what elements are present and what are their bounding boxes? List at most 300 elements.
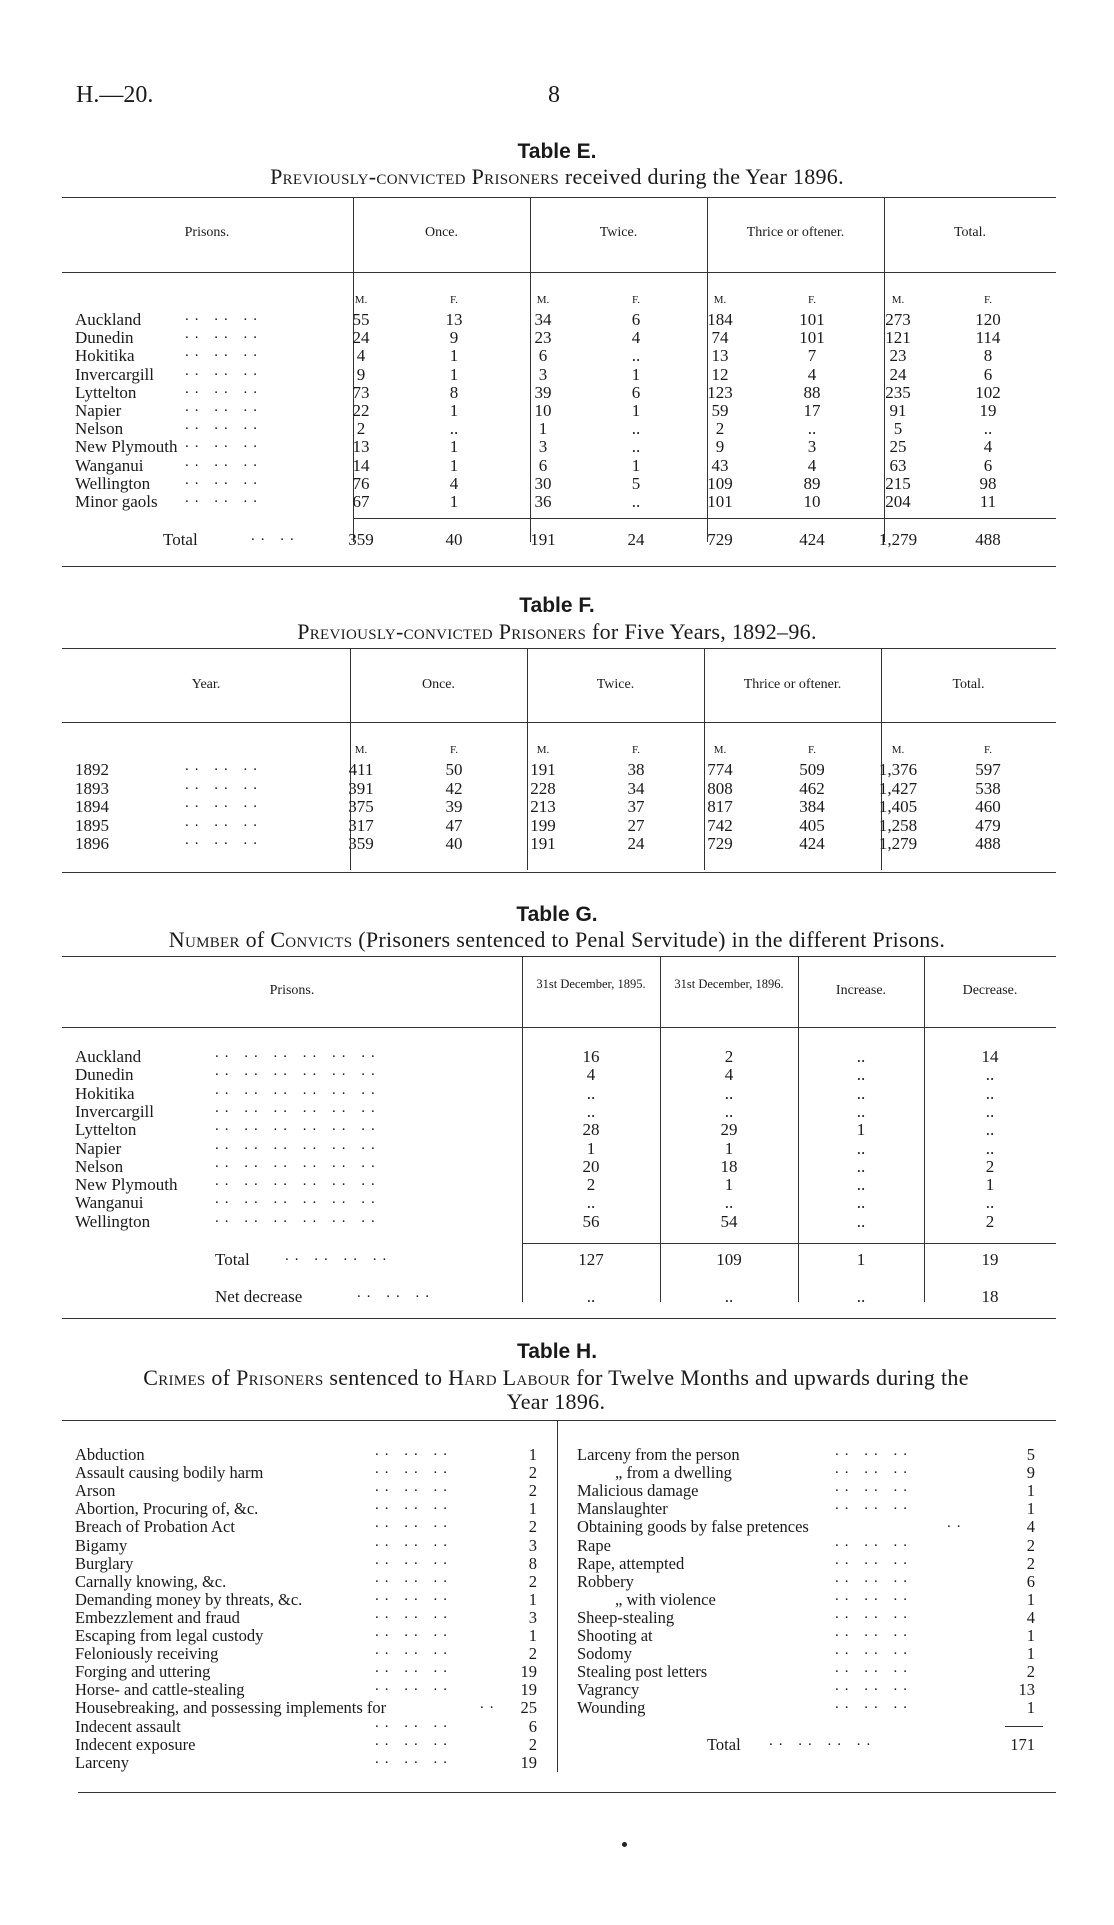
crime-name: Breach of Probation Act <box>75 1517 235 1537</box>
cell-value: 43 <box>711 455 729 475</box>
cell-value: 17 <box>803 401 821 420</box>
col-head-prisons: Prisons. <box>184 225 230 240</box>
leader-dots: .. .. .. .. .. .. <box>215 1099 381 1116</box>
cell-value: 6 <box>538 455 548 475</box>
leader-dots: .. <box>947 1515 967 1532</box>
col-head-year: Year. <box>191 677 221 692</box>
cell-value: 6 <box>983 455 993 475</box>
title-part: (Prisoners sentenced to Penal Servitude) in the different Prisons. <box>352 927 946 952</box>
cell-value: 28 <box>582 1120 600 1140</box>
cell-value: .. <box>856 1047 866 1066</box>
crime-count: 19 <box>520 1752 537 1772</box>
cell-value: 204 <box>885 492 911 511</box>
leader-dots: .. .. .. <box>375 1587 453 1604</box>
cell-value: 359 <box>348 834 374 854</box>
cell-value: 1 <box>724 1175 734 1195</box>
cell-value: 488 <box>975 834 1001 854</box>
leader-dots: .. .. .. <box>185 417 263 434</box>
cell-value: 123 <box>707 382 733 402</box>
cell-value: 3 <box>807 437 817 457</box>
cell-value: 30 <box>534 473 552 493</box>
title-part: Year 1896. <box>506 1389 606 1414</box>
leader-dots: .. .. .. <box>835 1660 913 1677</box>
col-head-thrice: Thrice or oftener. <box>746 225 845 240</box>
cell-value: .. <box>856 1101 866 1121</box>
crime-row <box>577 1463 1047 1481</box>
cell-value: 18 <box>720 1156 738 1176</box>
crime-count: 1 <box>1026 1499 1035 1519</box>
cell-value: 1 <box>631 455 641 475</box>
leader-dots: .. .. .. <box>835 1569 913 1586</box>
crime-name: Shooting at <box>577 1626 653 1645</box>
crime-row <box>75 1626 550 1644</box>
cell-value: 9 <box>715 437 725 457</box>
crime-row <box>75 1732 550 1754</box>
leader-dots: .. .. .. <box>375 1732 453 1749</box>
crime-count: 1 <box>1026 1626 1035 1645</box>
row-label: Invercargill <box>75 1101 154 1121</box>
row-label: Invercargill <box>75 364 154 384</box>
crime-row <box>75 1517 550 1535</box>
leader-dots: .. .. .. <box>375 1605 453 1622</box>
leader-dots: .. .. .. <box>835 1696 913 1713</box>
leader-dots: .. .. .. .. .. .. <box>215 1118 381 1135</box>
crime-name: Demanding money by threats, &c. <box>75 1589 303 1609</box>
leader-dots: .. .. .. <box>185 776 263 793</box>
crime-count: 6 <box>1026 1571 1035 1591</box>
crime-name: Indecent exposure <box>75 1734 196 1754</box>
leader-dots: .. .. .. <box>375 1479 453 1496</box>
title-part: Prisoners <box>471 164 560 189</box>
total-value: 109 <box>716 1250 742 1269</box>
leader-dots: .. .. .. .. .. .. <box>215 1136 381 1153</box>
cell-value: 27 <box>627 815 645 835</box>
total-count: 171 <box>1010 1735 1035 1754</box>
cell-value: 462 <box>799 778 825 798</box>
total-value: 1 <box>856 1250 866 1269</box>
leader-dots: .. .. .. .. <box>285 1248 393 1264</box>
cell-value: 317 <box>348 815 374 835</box>
crime-row <box>577 1605 1047 1627</box>
cell-value: 74 <box>711 328 729 348</box>
female-col-label: F. <box>632 294 640 306</box>
crime-name: Sodomy <box>577 1644 633 1664</box>
crime-count: 3 <box>528 1607 537 1627</box>
net-decrease-value: 18 <box>981 1287 999 1306</box>
crime-count: 1 <box>528 1499 537 1519</box>
total-value: 488 <box>975 530 1001 549</box>
crime-count: 4 <box>1026 1607 1035 1627</box>
crime-count: 2 <box>1026 1535 1035 1555</box>
title-part: Prisoners <box>236 1365 324 1390</box>
row-label: 1896 <box>75 834 109 854</box>
cell-value: 199 <box>530 815 556 835</box>
cell-value: 597 <box>975 760 1001 779</box>
crime-row <box>577 1569 1047 1591</box>
cell-value: 4 <box>356 346 366 366</box>
crime-row <box>75 1569 550 1591</box>
row-label: Minor gaols <box>75 492 158 511</box>
leader-dots: .. .. <box>251 528 300 544</box>
row-label: New Plymouth <box>75 437 178 457</box>
title-part: Previously-convicted <box>270 164 472 189</box>
cell-value: .. <box>807 419 817 439</box>
cell-value: 4 <box>724 1065 734 1085</box>
cell-value: .. <box>856 1083 866 1103</box>
leader-dots: .. .. .. <box>375 1750 453 1767</box>
col-head-prisons: Prisons. <box>269 983 315 998</box>
cell-value: 13 <box>445 310 463 329</box>
crime-name: Wounding <box>577 1698 646 1718</box>
crime-count: 4 <box>1026 1517 1035 1537</box>
cell-value: .. <box>449 419 459 439</box>
cell-value: 8 <box>983 346 993 366</box>
cell-value: 37 <box>627 797 645 817</box>
crime-name: Rape <box>577 1535 611 1555</box>
crime-count: 1 <box>1026 1644 1035 1664</box>
total-value: 19 <box>981 1250 999 1269</box>
cell-value: 2 <box>724 1047 734 1066</box>
cell-value: 36 <box>534 492 552 511</box>
col-head-increase: Increase. <box>835 983 887 998</box>
cell-value: 14 <box>352 455 370 475</box>
cell-value: 411 <box>348 760 374 779</box>
crime-count: 2 <box>1026 1553 1035 1573</box>
cell-value: 13 <box>352 437 370 457</box>
cell-value: 273 <box>885 310 911 329</box>
leader-dots: .. .. .. <box>185 471 263 488</box>
crime-row <box>75 1481 550 1499</box>
cell-value: .. <box>586 1101 596 1121</box>
cell-value: 2 <box>586 1175 596 1195</box>
leader-dots: .. .. .. <box>375 1678 453 1695</box>
cell-value: 40 <box>445 834 463 854</box>
crime-name: Burglary <box>75 1553 134 1573</box>
title-part: received during the Year 1896. <box>559 164 844 189</box>
crime-row <box>75 1750 550 1772</box>
cell-value: 29 <box>720 1120 738 1140</box>
male-col-label: M. <box>536 294 550 306</box>
crime-row <box>75 1463 550 1481</box>
leader-dots: .. .. .. <box>185 344 263 361</box>
col-head-decrease: Decrease. <box>962 983 1018 998</box>
col-head-once: Once. <box>421 677 456 692</box>
leader-dots: .. .. .. <box>835 1678 913 1695</box>
crime-row <box>577 1533 1047 1555</box>
row-label: Hokitika <box>75 1083 135 1103</box>
row-label: Wanganui <box>75 1193 144 1213</box>
cell-value: 1 <box>985 1175 995 1195</box>
cell-value: .. <box>724 1101 734 1121</box>
cell-value: 47 <box>445 815 463 835</box>
crime-name: Assault causing bodily harm <box>75 1463 264 1483</box>
row-label: 1895 <box>75 815 109 835</box>
male-col-label: M. <box>713 294 727 306</box>
cell-value: 4 <box>631 328 641 348</box>
leader-dots: .. .. .. <box>835 1587 913 1604</box>
crime-name: Larceny from the person <box>577 1445 740 1464</box>
crime-row <box>75 1551 550 1573</box>
cell-value: .. <box>856 1193 866 1213</box>
cell-value: 13 <box>711 346 729 366</box>
leader-dots: .. .. .. <box>185 490 263 506</box>
crime-row <box>577 1626 1047 1644</box>
leader-dots: .. .. .. <box>375 1714 453 1731</box>
crime-row <box>577 1644 1047 1662</box>
cell-value: 73 <box>352 382 370 402</box>
cell-value: 2 <box>715 419 725 439</box>
title-part: Prisoners <box>498 619 587 644</box>
cell-value: 4 <box>586 1065 596 1085</box>
total-value: 1,279 <box>878 530 918 549</box>
leader-dots: .. .. .. <box>185 758 263 774</box>
cell-value: 191 <box>530 834 556 854</box>
crime-name: Vagrancy <box>577 1680 640 1700</box>
page-header-ref: H.—20. <box>76 82 154 108</box>
cell-value: 5 <box>631 473 641 493</box>
cell-value: 39 <box>534 382 552 402</box>
title-part: Number <box>168 927 240 952</box>
female-col-label: F. <box>450 294 458 306</box>
crime-count: 2 <box>1026 1662 1035 1682</box>
cell-value: 9 <box>356 364 366 384</box>
cell-value: 2 <box>985 1211 995 1231</box>
cell-value: 89 <box>803 473 821 493</box>
crime-row <box>75 1605 550 1627</box>
crime-count: 1 <box>1026 1589 1035 1609</box>
leader-dots: .. .. .. .. .. .. <box>215 1209 381 1226</box>
cell-value: .. <box>985 1083 995 1103</box>
crime-count: 2 <box>528 1571 537 1591</box>
cell-value: 101 <box>799 328 825 348</box>
leader-dots: .. .. .. .. .. .. <box>215 1154 381 1171</box>
cell-value: 101 <box>707 492 733 511</box>
crime-count: 2 <box>528 1463 537 1483</box>
row-label: Nelson <box>75 419 124 439</box>
row-label: New Plymouth <box>75 1175 178 1195</box>
cell-value: 42 <box>445 778 463 798</box>
total-value: 729 <box>707 530 733 549</box>
col-head-total: Total. <box>952 677 985 692</box>
cell-value: 59 <box>711 401 729 420</box>
crime-row <box>577 1551 1047 1573</box>
table-e-label: Table E. <box>517 140 597 163</box>
total-label: Total <box>215 1250 250 1269</box>
cell-value: 88 <box>803 382 821 402</box>
crime-row <box>577 1499 1047 1517</box>
page-number: 8 <box>548 82 560 108</box>
cell-value: .. <box>985 1101 995 1121</box>
leader-dots: .. .. .. <box>185 362 263 379</box>
leader-dots: .. .. .. <box>835 1479 913 1496</box>
row-label: 1892 <box>75 760 109 779</box>
female-col-label: F. <box>632 744 640 756</box>
cell-value: 3 <box>538 437 548 457</box>
row-label: Wellington <box>75 1211 151 1231</box>
cell-value: 12 <box>711 364 729 384</box>
leader-dots: .. .. .. <box>185 832 263 849</box>
cell-value: 34 <box>627 778 645 798</box>
total-label: Total <box>163 530 198 549</box>
male-col-label: M. <box>891 294 905 306</box>
crime-count: 5 <box>1026 1445 1035 1464</box>
cell-value: 4 <box>449 473 459 493</box>
crime-row <box>75 1499 550 1517</box>
col-head-thrice: Thrice or oftener. <box>743 677 842 692</box>
leader-dots: .. .. .. <box>375 1515 453 1532</box>
crime-row <box>577 1481 1047 1499</box>
female-col-label: F. <box>450 744 458 756</box>
row-label: Wellington <box>75 473 151 493</box>
cell-value: 22 <box>352 401 370 420</box>
row-label: 1894 <box>75 797 109 817</box>
cell-value: 7 <box>807 346 817 366</box>
crime-count: 1 <box>528 1626 537 1645</box>
cell-value: 228 <box>530 778 556 798</box>
leader-dots: .. .. .. <box>375 1461 453 1478</box>
crime-row <box>75 1680 550 1698</box>
leader-dots: .. .. .. <box>185 435 263 452</box>
cell-value: .. <box>983 419 993 439</box>
cell-value: 215 <box>885 473 911 493</box>
cell-value: 1 <box>631 401 641 420</box>
crime-count: 8 <box>528 1553 537 1573</box>
cell-value: 538 <box>975 778 1001 798</box>
crime-row <box>75 1714 550 1736</box>
cell-value: .. <box>724 1193 734 1213</box>
cell-value: 109 <box>707 473 733 493</box>
title-part: of <box>239 927 271 952</box>
crime-count: 3 <box>528 1535 537 1555</box>
cell-value: 55 <box>352 310 370 329</box>
leader-dots: .. .. .. <box>375 1443 453 1459</box>
crime-row <box>75 1445 550 1463</box>
cell-value: .. <box>856 1175 866 1195</box>
row-label: Hokitika <box>75 346 135 366</box>
cell-value: 6 <box>631 310 641 329</box>
crime-name: Obtaining goods by false pretences <box>577 1517 809 1537</box>
crime-name: Abduction <box>75 1445 145 1464</box>
col-head-1895: 31st December, 1895. <box>536 977 646 991</box>
male-col-label: M. <box>713 744 727 756</box>
crime-name: Abortion, Procuring of, &c. <box>75 1499 259 1519</box>
cell-value: 1,279 <box>878 834 918 854</box>
title-part: Labour <box>502 1365 571 1390</box>
col-head-twice: Twice. <box>596 677 635 692</box>
cell-value: 24 <box>889 364 907 384</box>
crime-name: „ from a dwelling <box>615 1463 732 1483</box>
crime-name: Malicious damage <box>577 1481 699 1501</box>
crime-row <box>75 1662 550 1680</box>
cell-value: .. <box>856 1211 866 1231</box>
crime-name: Stealing post letters <box>577 1662 708 1682</box>
total-value: 359 <box>348 530 374 549</box>
cell-value: 19 <box>979 401 997 420</box>
male-col-label: M. <box>536 744 550 756</box>
cell-value: 1 <box>449 364 459 384</box>
crime-count: 19 <box>520 1662 537 1682</box>
cell-value: 479 <box>975 815 1001 835</box>
crime-row <box>577 1517 1047 1535</box>
crime-row <box>75 1644 550 1662</box>
crime-name: Manslaughter <box>577 1499 668 1519</box>
leader-dots: .. .. .. <box>185 308 263 324</box>
leader-dots: .. .. .. <box>835 1605 913 1622</box>
male-col-label: M. <box>354 294 368 306</box>
title-part: for Five Years, 1892–96. <box>586 619 817 644</box>
crime-name: Rape, attempted <box>577 1553 685 1573</box>
crime-name: Robbery <box>577 1571 634 1591</box>
leader-dots: .. .. .. <box>185 453 263 470</box>
crime-count: 1 <box>528 1445 537 1464</box>
crime-row <box>577 1587 1047 1609</box>
crime-name: Sheep-stealing <box>577 1607 675 1627</box>
row-label: Auckland <box>75 310 142 329</box>
cell-value: 1 <box>856 1120 866 1140</box>
crime-row <box>577 1445 1047 1463</box>
cell-value: 1 <box>449 437 459 457</box>
cell-value: 114 <box>975 328 1001 348</box>
crime-name: Embezzlement and fraud <box>75 1607 240 1627</box>
cell-value: .. <box>985 1065 995 1085</box>
row-label: Napier <box>75 401 122 420</box>
female-col-label: F. <box>808 744 816 756</box>
leader-dots: .. .. .. <box>375 1642 453 1659</box>
cell-value: 1,258 <box>878 815 918 835</box>
leader-dots: .. .. .. <box>375 1569 453 1586</box>
total-value: 40 <box>445 530 463 549</box>
total-label: Total <box>707 1735 741 1754</box>
cell-value: .. <box>631 492 641 511</box>
cell-value: 10 <box>534 401 552 420</box>
cell-value: 14 <box>981 1047 999 1066</box>
net-decrease-value: .. <box>856 1287 866 1306</box>
cell-value: 1 <box>449 401 459 420</box>
leader-dots: .. <box>480 1696 500 1713</box>
cell-value: 509 <box>799 760 825 779</box>
total-row <box>577 1735 1047 1753</box>
cell-value: 9 <box>449 328 459 348</box>
cell-value: 34 <box>534 310 552 329</box>
leader-dots: .. .. .. <box>185 380 263 397</box>
title-part: of <box>205 1365 237 1390</box>
table-g-label: Table G. <box>516 903 598 926</box>
table-h-label: Table H. <box>516 1340 598 1363</box>
cell-value: 50 <box>445 760 463 779</box>
female-col-label: F. <box>984 294 992 306</box>
cell-value: 405 <box>799 815 825 835</box>
cell-value: 38 <box>627 760 645 779</box>
crime-count: 13 <box>1018 1680 1035 1700</box>
cell-value: 213 <box>530 797 556 817</box>
rule <box>78 1792 1056 1793</box>
cell-value: 4 <box>983 437 993 457</box>
leader-dots: .. .. .. .. .. .. <box>215 1063 381 1080</box>
cell-value: 24 <box>352 328 370 348</box>
cell-value: 1,376 <box>878 760 918 779</box>
leader-dots: .. .. .. <box>357 1285 435 1301</box>
rule <box>1005 1726 1043 1727</box>
cell-value: 1 <box>449 455 459 475</box>
cell-value: .. <box>631 346 641 366</box>
total-value: 424 <box>799 530 825 549</box>
row-label: Dunedin <box>75 1065 134 1085</box>
cell-value: 4 <box>807 364 817 384</box>
crime-row <box>75 1698 550 1716</box>
cell-value: 1 <box>631 364 641 384</box>
leader-dots: .. .. .. <box>375 1660 453 1677</box>
ink-dot <box>622 1842 627 1847</box>
